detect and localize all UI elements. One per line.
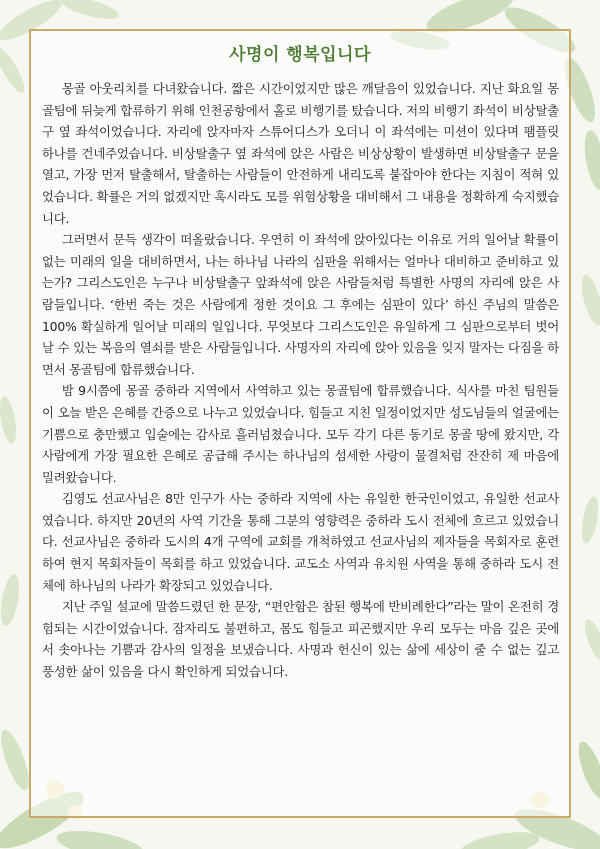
paragraph-5: 지난 주일 설교에 말씀드렸던 한 문장, “편안함은 참된 행복에 반비례한다”라는 말이 온전히 경험되는 시간이었습니다. 잠자리도 불편하고, 몸도 힘들고 피곤했지만 우리 모두는 마음 깊은 곳에서 솟아나는 기쁨과 감사의 일정을 보냈습니다. 사명과 헌신이 있는 삶에 세상이 줄 수 없는 깊고 풍성한 삶이 있음을 다시 확인하게 되었습니다. (42, 599, 559, 680)
article-body (42, 78, 559, 683)
page-title: 사명이 행복입니다 (229, 45, 371, 65)
paragraph-3: 밤 9시쯤에 몽골 중하라 지역에서 사역하고 있는 몽골팀에 합류했습니다. 식사를 마친 팀원들이 오늘 받은 은혜를 간증으로 나누고 있었습니다. 힘들고 지친 일정이었지만 성도님들의 얼굴에는 기쁨으로 충만했고 입술에는 감사로 흘러넘쳤습니다. 모두 각기 다른 동기로 몽골 땅에 왔지만, 각 사람에게 가장 필요한 은혜로 공급해 주시는 하나님의 섬세한 사랑이 물결처럼 잔잔히 제 마음에 밀려왔습니다. (42, 383, 559, 485)
leaf-decoration-right-side (578, 273, 600, 663)
paragraph-2: 그러면서 문득 생각이 떠올랐습니다. 우연히 이 좌석에 앉아있다는 이유로 거의 일어날 확률이 없는 미래의 일을 대비하면서, 나는 하나님 나라의 심판을 위해서는 얼마나 대비하고 준비하고 있는가? 그리스도인은 누구나 비상탈출구 앞좌석에 앉은 사람들처럼 특별한 사명의 자리에 앉은 사람들입니다. ‘한번 죽는 것은 사람에게 정한 것이요 그 후에는 심판이 있다’ 하신 주님의 말씀은 100% 확실하게 일어날 미래의 일입니다. 무엇보다 그리스도인은 유일하게 그 심판으로부터 벗어날 수 있는 복음의 열쇠를 받은 사람들입니다. 사명자의 자리에 앉아 있음을 잊지 말자는 다짐을 하면서 몽골팀에 합류했습니다. (42, 232, 559, 377)
paragraph-1: 몽골 아웃리치를 다녀왔습니다. 짧은 시간이었지만 많은 깨달음이 있었습니다. 지난 화요일 몽골팀에 뒤늦게 합류하기 위해 인천공항에서 홀로 비행기를 탔습니다. 저의 비행기 좌석이 비상탈출구 옆 좌석이었습니다. 자리에 앉자마자 스튜어디스가 오더니 이 좌석에는 미션이 있다며 팸플릿 하나를 건네주었습니다. 비상탈출구 옆 좌석에 앉은 사람은 비상상황이 발생하면 비상탈출구 문을 열고, 가장 먼저 탈출해서, 탈출하는 사람들이 안전하게 내리도록 붙잡아야 한다는 지침이 적혀 있었습니다. 확률은 거의 없겠지만 혹시라도 모를 위험상황을 대비해서 그 내용을 정확하게 숙지했습니다. (42, 81, 559, 226)
paragraph-4: 김영도 선교사님은 8만 인구가 사는 중하라 지역에 사는 유일한 한국인이었고, 유일한 선교사였습니다. 하지만 20년의 사역 기간을 통해 그분의 영향력은 중하라 도시 전체에 흐르고 있었습니다. 선교사님은 중하라 도시의 4개 구역에 교회를 개척하였고 선교사님의 제자들을 목회자로 훈련하여 현지 목회자들이 목회를 하고 있었습니다. 교도소 사역과 유치원 사역을 통해 중하라 도시 전체에 하나님의 나라가 확장되고 있었습니다. (42, 491, 559, 593)
leaf-decoration-left-side (0, 395, 22, 627)
